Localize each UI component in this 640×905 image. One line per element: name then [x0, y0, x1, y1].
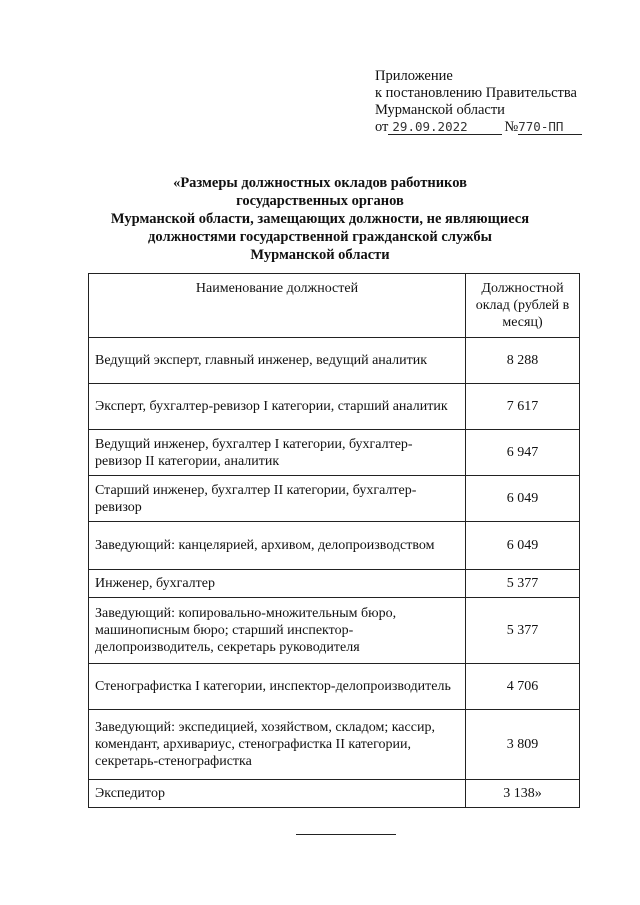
title-line-1: «Размеры должностных окладов работников	[173, 175, 467, 191]
position-name: Старший инженер, бухгалтер II категории, бухгалтер-ревизор	[89, 476, 466, 522]
salary-value: 6 049	[466, 522, 580, 570]
title-line-2: государственных органов	[236, 193, 404, 209]
table-row	[89, 570, 580, 598]
position-name: Экспедитор	[89, 780, 466, 808]
resolution-number: 770-ПП	[518, 120, 582, 135]
salary-value: 6 049	[466, 476, 580, 522]
position-name: Ведущий инженер, бухгалтер I категории, бухгалтер-ревизор II категории, аналитик	[89, 430, 466, 476]
number-prefix: №	[504, 119, 519, 135]
position-name: Ведущий эксперт, главный инженер, ведущий аналитик	[89, 338, 466, 384]
resolution-date: 29.09.2022	[388, 120, 502, 135]
position-name: Инженер, бухгалтер	[89, 570, 466, 598]
table-row	[89, 664, 580, 710]
salary-value: 5 377	[466, 570, 580, 598]
table-row	[89, 476, 580, 522]
end-of-document-rule	[296, 834, 396, 835]
table-row	[89, 384, 580, 430]
salary-value: 7 617	[466, 384, 580, 430]
table-row	[89, 430, 580, 476]
salary-table	[88, 273, 580, 808]
title-line-3: Мурманской области, замещающих должности, не являющиеся	[110, 211, 530, 227]
table-row	[89, 780, 580, 808]
salary-value: 8 288	[466, 338, 580, 384]
position-name: Заведующий: копировально-множительным бюро, машинописным бюро; старший инспектор-делопроизводитель, секретарь руководителя	[89, 598, 466, 664]
document-title	[90, 174, 550, 264]
table-header-row	[89, 274, 580, 338]
appendix-label: Приложение	[375, 68, 453, 84]
header-position-name: Наименование должностей	[89, 274, 466, 338]
table-row	[89, 598, 580, 664]
position-name: Заведующий: канцелярией, архивом, делопроизводством	[89, 522, 466, 570]
appendix-region: Мурманской области	[375, 102, 505, 118]
salary-value: 4 706	[466, 664, 580, 710]
position-name: Заведующий: экспедицией, хозяйством, складом; кассир, комендант, архивариус, стенографистка II категории, секретарь-стенографистка	[89, 710, 466, 780]
table-row	[89, 338, 580, 384]
salary-value: 6 947	[466, 430, 580, 476]
title-line-5: Мурманской области	[250, 247, 390, 263]
date-prefix: от	[375, 119, 389, 135]
appendix-date-number	[375, 119, 615, 136]
salary-value: 5 377	[466, 598, 580, 664]
table-row	[89, 710, 580, 780]
title-line-4: должностями государственной гражданской службы	[148, 229, 492, 245]
appendix-resolution-ref: к постановлению Правительства	[375, 85, 577, 101]
position-name: Эксперт, бухгалтер-ревизор I категории, старший аналитик	[89, 384, 466, 430]
salary-value: 3 138»	[466, 780, 580, 808]
salary-value: 3 809	[466, 710, 580, 780]
position-name: Стенографистка I категории, инспектор-делопроизводитель	[89, 664, 466, 710]
appendix-block	[375, 68, 615, 136]
table-row	[89, 522, 580, 570]
header-salary: Должностной оклад (рублей в месяц)	[466, 274, 580, 338]
